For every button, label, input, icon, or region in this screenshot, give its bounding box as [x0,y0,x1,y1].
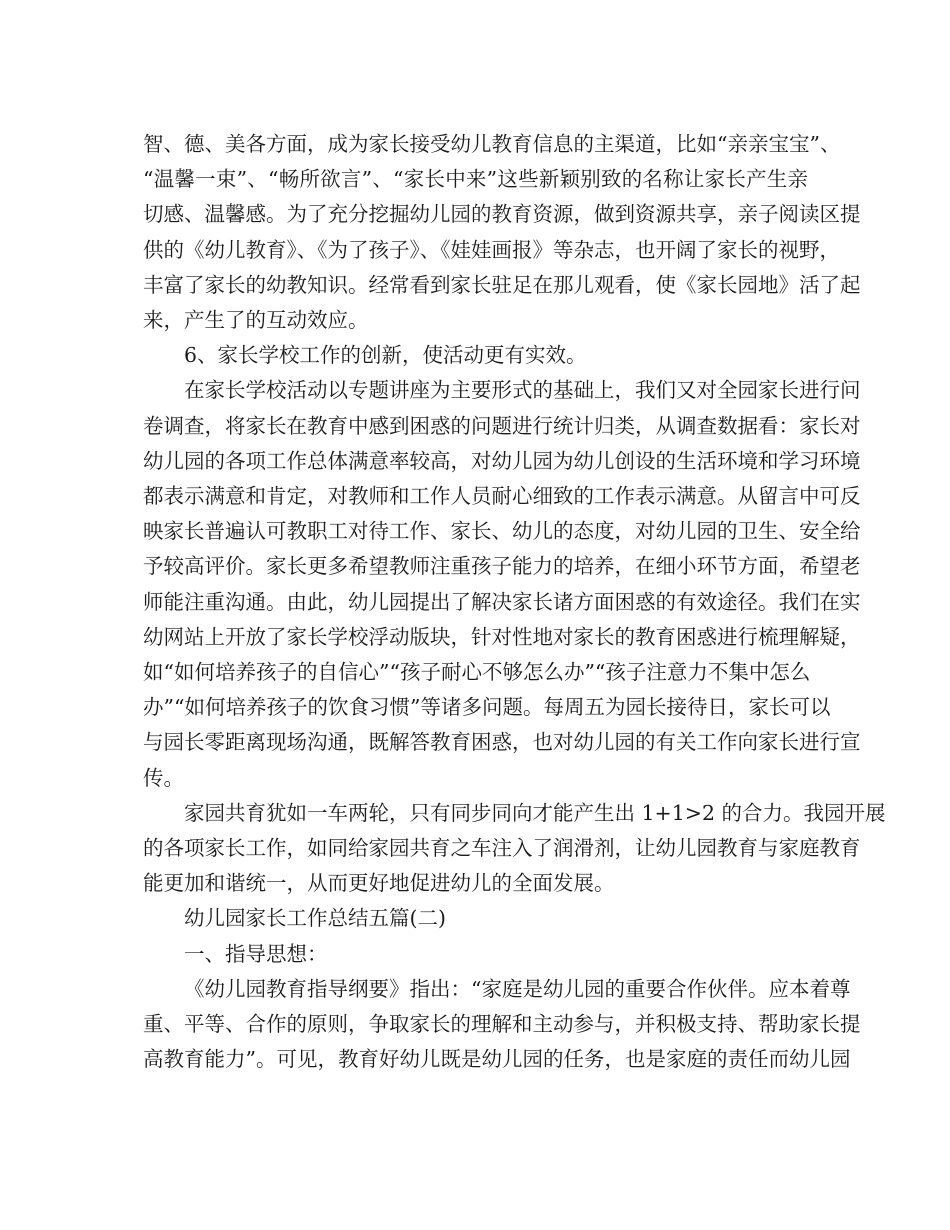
text-line: 供的《幼儿教育》、《为了孩子》、《娃娃画报》等杂志，也开阔了家长的视野， [143,237,840,262]
paragraph-p1 [143,127,861,338]
paragraph-p6 [143,937,808,972]
text-line: 幼儿园的各项工作总体满意率较高，对幼儿园为幼儿创设的生活环境和学习环境 [143,448,861,473]
text-line: 一、指导思想： [184,941,328,966]
text-line: 如“如何培养孩子的自信心”“孩子耐心不够怎么办”“孩子注意力不集中怎么 [143,660,811,685]
text-line: 重、平等、合作的原则，争取家长的理解和主动参与，并积极支持、帮助家长提 [143,1012,861,1037]
text-line: 映家长普遍认可教职工对待工作、家长、幼儿的态度，对幼儿园的卫生、安全给 [143,519,861,544]
text-line: 卷调查，将家长在教育中感到困惑的问题进行统计归类，从调查数据看：家长对 [143,413,861,438]
text-line: 丰富了家长的幼教知识。经常看到家长驻足在那儿观看，使《家长园地》活了起 [143,272,861,297]
paragraph-p5 [143,901,808,936]
text-line: 高教育能力”。可见，教育好幼儿既是幼儿园的任务，也是家庭的责任而幼儿园 [143,1047,851,1072]
text-line: 《幼儿园教育指导纲要》指出：“家庭是幼儿园的重要合作伙伴。应本着尊 [184,976,851,1001]
text-line: 予较高评价。家长更多希望教师注重孩子能力的培养，在细小环节方面，希望老 [143,554,861,579]
text-line: 在家长学校活动以专题讲座为主要形式的基础上，我们又对全园家长进行问 [184,378,861,403]
text-line: 切感、温馨感。为了充分挖掘幼儿园的教育资源，做到资源共享，亲子阅读区提 [143,202,861,227]
text-line: 家园共育犹如一车两轮，只有同步同向才能产生出 1+1>2 的合力。我园开展 [184,800,886,825]
text-line: 与园长零距离现场沟通，既解答教育困惑，也对幼儿园的有关工作向家长进行宣 [143,730,861,755]
text-line: 师能注重沟通。由此，幼儿园提出了解决家长诸方面困惑的有效途径。我们在实 [143,589,861,614]
text-line: 都表示满意和肯定，对教师和工作人员耐心细致的工作表示满意。从留言中可反 [143,484,861,509]
paragraph-p2 [143,338,808,373]
text-line: 幼网站上开放了家长学校浮动版块，针对性地对家长的教育困惑进行梳理解疑， [143,624,861,649]
text-line: 幼儿园家长工作总结五篇(二) [184,906,446,931]
text-line: 的各项家长工作，如同给家园共育之车注入了润滑剂，让幼儿园教育与家庭教育 [143,836,861,861]
text-line: “温馨一束”、“畅所欲言”、“家长中来”这些新颖别致的名称让家长产生亲 [143,167,808,192]
text-line: 6、家长学校工作的创新，使活动更有实效。 [184,343,587,368]
paragraph-p3 [143,373,861,795]
text-line: 传。 [143,765,184,790]
text-line: 办”“如何培养孩子的饮食习惯”等诸多问题。每周五为园长接待日，家长可以 [143,695,831,720]
paragraph-p7 [143,972,861,1078]
text-line: 来，产生了的互动效应。 [143,308,369,333]
paragraph-p4 [143,796,886,902]
document-body [143,127,886,1077]
text-line: 智、德、美各方面，成为家长接受幼儿教育信息的主渠道，比如“亲亲宝宝”、 [143,132,841,156]
text-line: 能更加和谐统一，从而更好地促进幼儿的全面发展。 [143,871,615,896]
